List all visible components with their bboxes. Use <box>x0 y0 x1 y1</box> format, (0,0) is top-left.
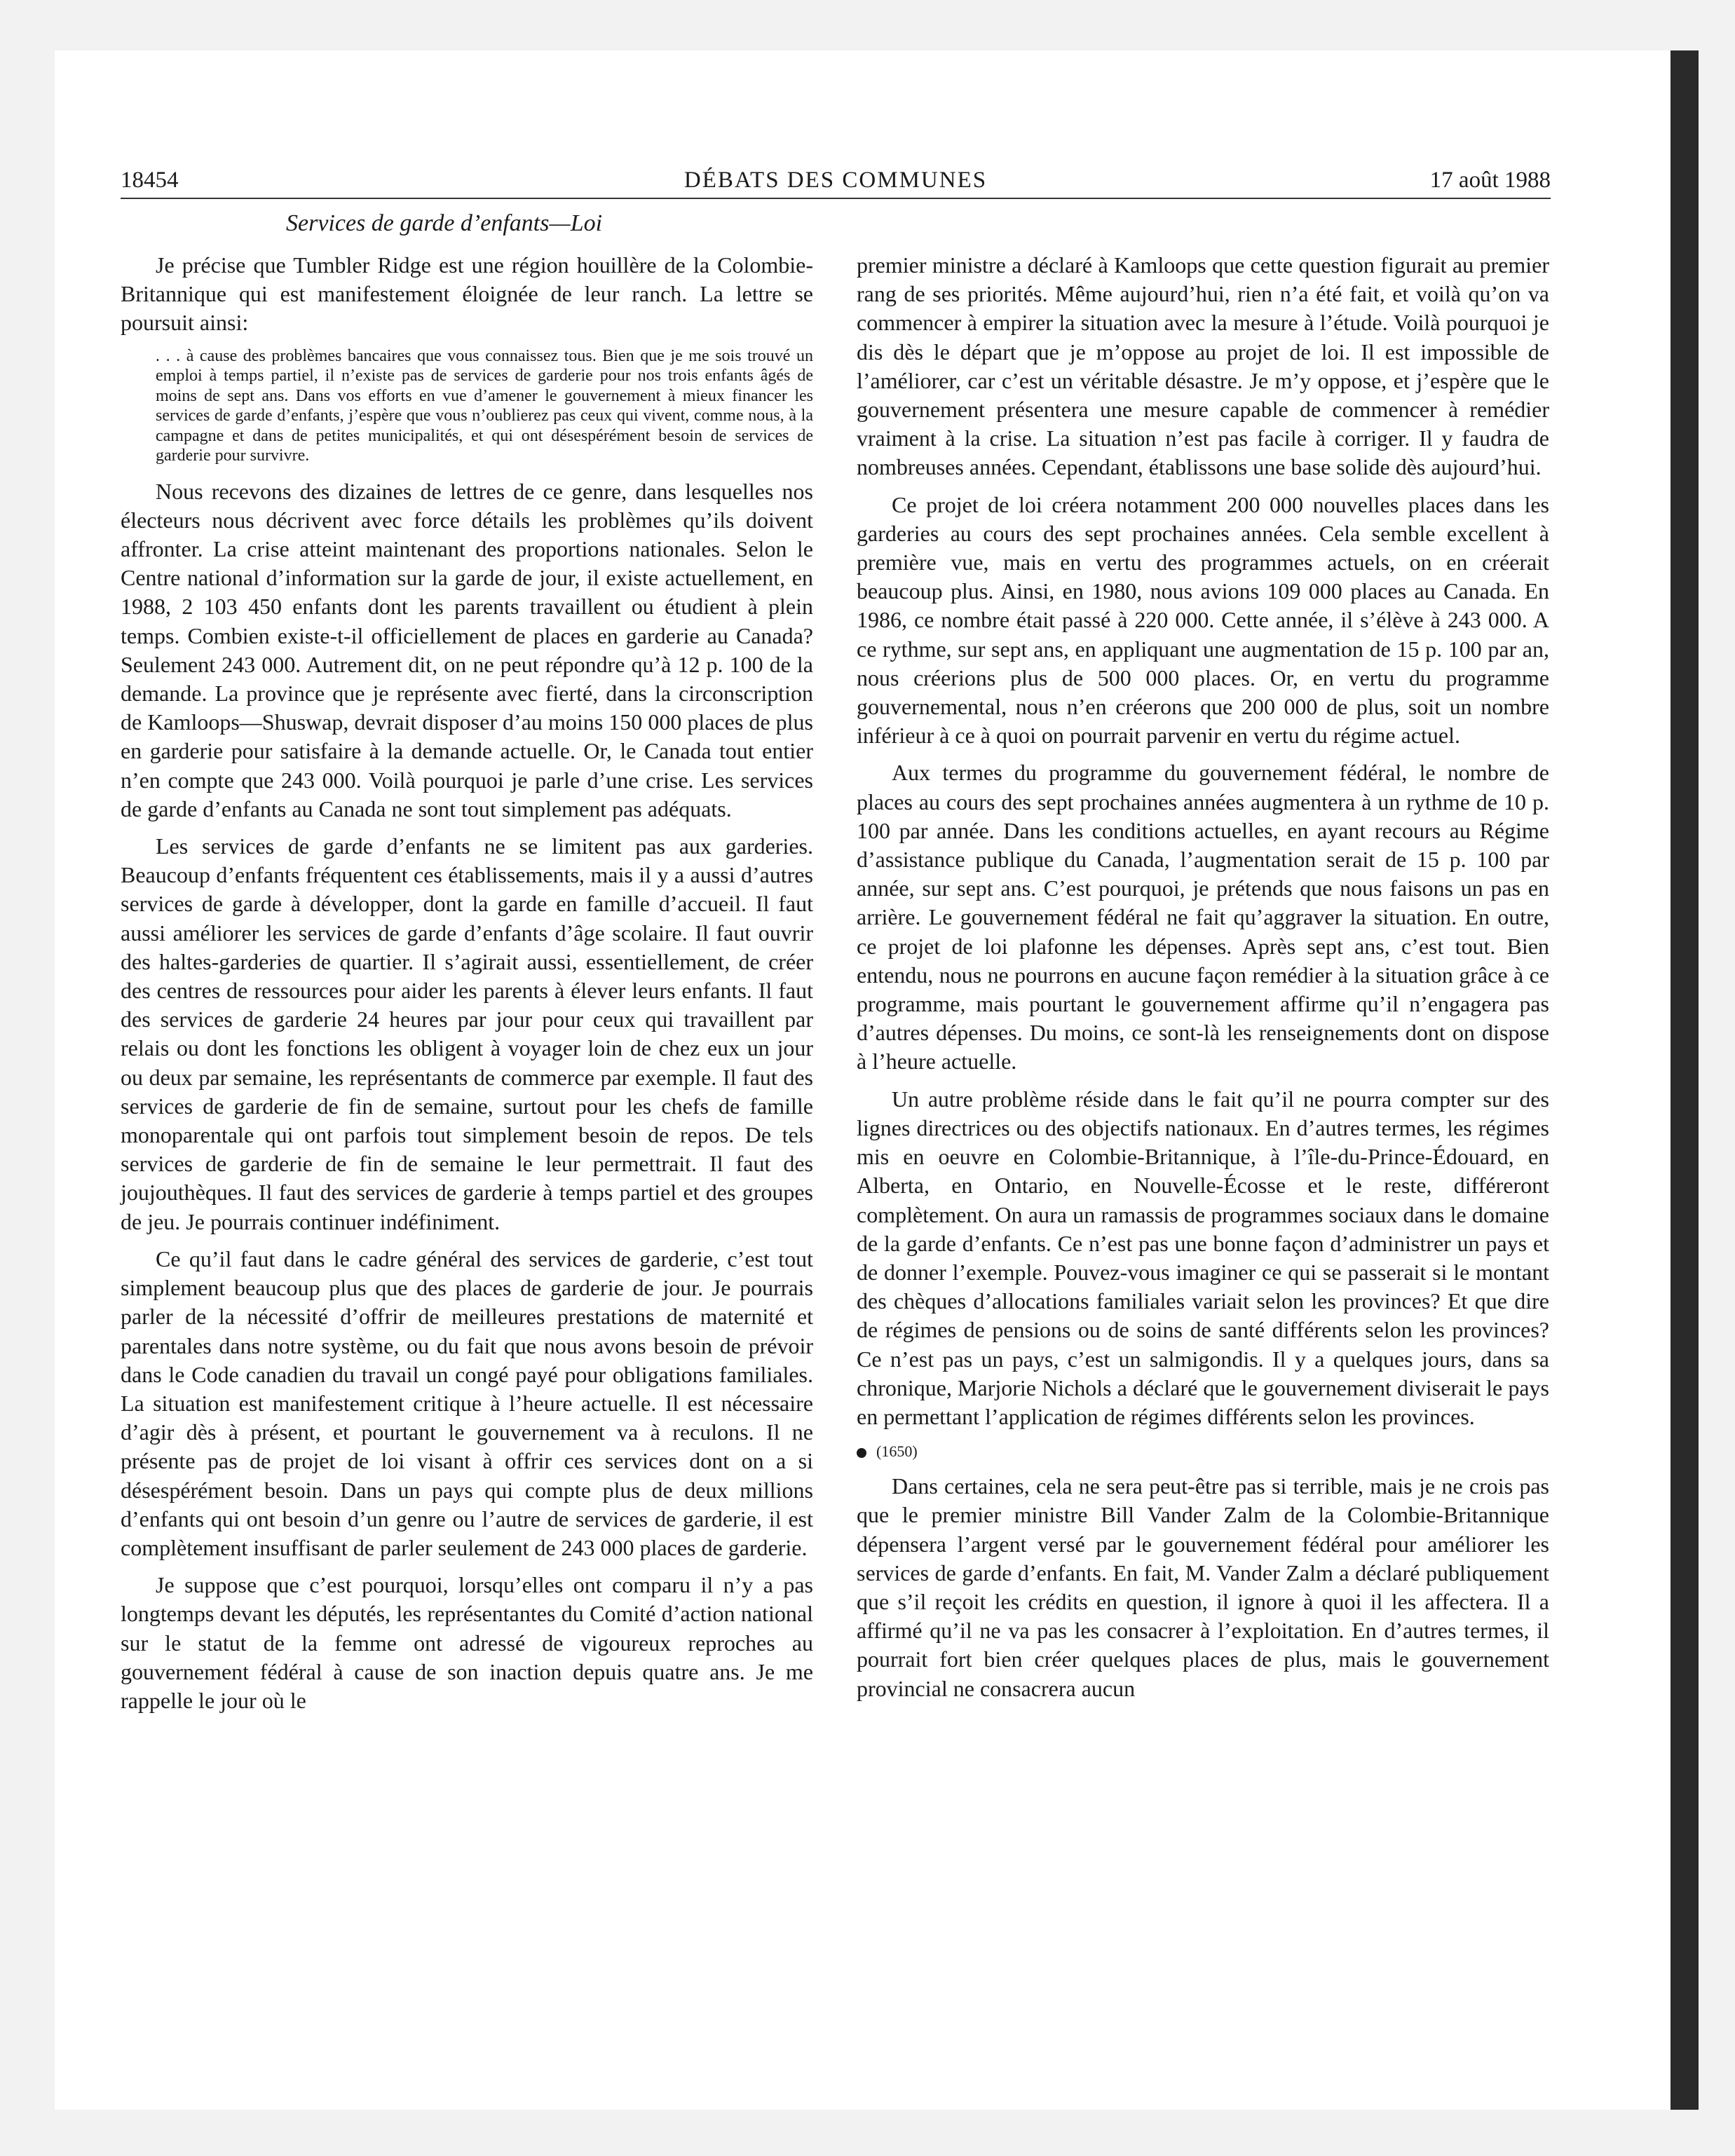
publication-date: 17 août 1988 <box>1429 168 1551 193</box>
paragraph: Je précise que Tumbler Ridge est une région houillère de la Colombie-Britannique qui est manifestement éloignée de leur ranch. La lettre se poursuit ainsi: <box>121 252 813 336</box>
paragraph: Aux termes du programme du gouvernement fédéral, le nombre de places au cours des sept prochaines années augmentera à un rythme de 10 p. 100 par année. Dans les conditions actuelles, en ayant recours au Régime d’assistance publique du Canada, l’augmentation serait de 15 p. 100 par année, sur sept ans. C’est pourquoi, je prétends que nous faisons un pas en arrière. Le gouvernement fédéral ne fait qu’aggraver la situation. En outre, ce projet de loi plafonne les dépenses. Après sept ans, c’est tout. Bien entendu, nous ne pourrons en aucune façon remédier à la situation grâce à ce programme, mais pourtant le gouvernement affirme qu’il n’engagera pas d’autres dépenses. Du moins, ce sont-là les renseignements dont on dispose à l’heure actuelle. <box>857 760 1549 1074</box>
right-column <box>857 251 1549 1712</box>
page-header <box>121 163 1551 198</box>
bullet-dot-icon <box>857 1448 866 1458</box>
paragraph: Ce projet de loi créera notamment 200 000 nouvelles places dans les garderies au cours des sept prochaines années. Cela semble excellent à première vue, mais en vertu des programmes actuels, on en créerait beaucoup plus. Ainsi, en 1980, nous avions 109 000 places au Canada. En 1986, ce nombre était passé à 220 000. Cette année, il s’élève à 243 000. A ce rythme, sur sept ans, en appliquant une augmentation de 15 p. 100 par an, nous créerions plus de 500 000 places. Or, en vertu du programme gouvernemental, nous n’en créerons que 200 000 de plus, soit un nombre inférieur à ce à quoi on pourrait parvenir en vertu du régime actuel. <box>857 491 1549 749</box>
time-marker <box>857 1440 1549 1464</box>
paragraph: Nous recevons des dizaines de lettres de ce genre, dans lesquelles nos électeurs nous décrivent avec force détails les problèmes qu’ils doivent affronter. La crise atteint maintenant des proportions nationales. Selon le Centre national d’information sur la garde de jour, il existe actuellement, en 1988, 2 103 450 enfants dont les parents travaillent ou étudient à plein temps. Combien existe-t-il officiellement de places en garderie au Canada? Seulement 243 000. Autrement dit, on ne peut répondre qu’à 12 p. 100 de la demande. La province que je représente avec fierté, dans la circonscription de Kamloops—Shuswap, devrait disposer d’au moins 150 000 places de plus en garderie pour satisfaire à la demande actuelle. Or, le Canada tout entier n’en compte que 243 000. Voilà pourquoi je parle d’une crise. Les services de garde d’enfants au Canada ne sont tout simplement pas adéquats. <box>121 478 813 821</box>
paragraph: premier ministre a déclaré à Kamloops que cette question figurait au premier rang de ses priorités. Même aujourd’hui, rien n’a été fait, et voilà qu’on va commencer à empirer la situation avec la mesure à l’étude. Voilà pourquoi je dis dès le départ que je m’oppose au projet de loi. Il est impossible de l’améliorer, car c’est un véritable désastre. Je m’y oppose, et j’espère que le gouvernement présentera une mesure capable de commencer à remédier vraiment à la crise. La situation n’est pas facile à corriger. Il y faudra de nombreuses années. Cependant, établissons une base solide dès aujourd’hui. <box>857 252 1549 480</box>
paragraph: Ce qu’il faut dans le cadre général des services de garderie, c’est tout simplement beaucoup plus que des places de garderie de jour. Je pourrais parler de la nécessité d’offrir de meilleures prestations de maternité et parentales dans notre système, ou du fait que nous avons besoin de prévoir dans le Code canadien du travail un congé payé pour obligations familiales. La situation est manifestement critique à l’heure actuelle. Il est nécessaire d’agir dès à présent, et pourtant le gouvernement va à reculons. Il ne présente pas de projet de loi visant à offrir ces services dont on a si désespérément besoin. Dans un pays qui compte plus de deux millions d’enfants qui ont besoin d’un genre ou l’autre de services de garderie, il est complètement insuffisant de parler seulement de 243 000 places de garderie. <box>121 1246 813 1560</box>
paragraph: Les services de garde d’enfants ne se limitent pas aux garderies. Beaucoup d’enfants fréquentent ces établissements, mais il y a aussi d’autres services de garde à développer, dont la garde en famille d’accueil. Il faut aussi améliorer les services de garde d’enfants d’âge scolaire. Il faut ouvrir des haltes-garderies de quartier. Il s’agirait aussi, essentiellement, de créer des centres de ressources pour aider les parents à élever leurs enfants. Il faut des services de garderie 24 heures par jour pour ceux qui travaillent par relais ou dont les fonctions les obligent à voyager loin de chez eux un jour ou deux par semaine, les représentants de commerce par exemple. Il faut des services de garderie de fin de semaine, surtout pour les chefs de famille monoparentale qui ont parfois tout simplement besoin de repos. De tels services de garderie de fin de semaine le leur permettrait. Il faut des joujouthèques. Il faut des services de garderie à temps partiel et des groupes de jeu. Je pourrais continuer indéfiniment. <box>121 833 813 1234</box>
paragraph: Je suppose que c’est pourquoi, lorsqu’elles ont comparu il n’y a pas longtemps devant les députés, les représentantes du Comité d’action national sur le statut de la femme ont adressé de vigoureux reproches au gouvernement fédéral à cause de son inaction depuis quatre ans. Je me rappelle le jour où le <box>121 1572 813 1713</box>
header-rule <box>121 198 1551 199</box>
page-number: 18454 <box>121 168 179 193</box>
paragraph: Dans certaines, cela ne sera peut-être pas si terrible, mais je ne crois pas que le premier ministre Bill Vander Zalm de la Colombie-Britannique dépensera l’argent versé par le gouvernement fédéral pour améliorer les services de garde d’enfants. En fait, M. Vander Zalm a déclaré publiquement que s’il reçoit les crédits en question, il ignore à quoi il les affectera. Il a affirmé qu’il ne va pas les consacrer à l’exploitation. En d’autres termes, il pourrait fort bien créer quelques places de plus, mais le gouvernement provincial ne consacrera aucun <box>857 1473 1549 1701</box>
publication-title: DÉBATS DES COMMUNES <box>683 168 988 193</box>
quoted-letter: . . . à cause des problèmes bancaires que vous connaissez tous. Bien que je me sois trouvé un emploi à temps partiel, il n’existe pas de services de garderie pour nos trois enfants âgés de moins de sept ans. Dans vos efforts en vue d’amener le gouvernement à mieux financer les services de garde d’enfants, j’espère que vous n’oublierez pas ceux qui vivent, comme nous, à la campagne et dans de petites municipalités, et qui ont désespérément besoin de services de garderie pour survivre. <box>156 346 813 465</box>
subject-heading: Services de garde d’enfants—Loi <box>286 210 603 236</box>
time-marker-text: (1650) <box>876 1442 918 1461</box>
scan-edge-shadow <box>1671 50 1699 2110</box>
paragraph: Un autre problème réside dans le fait qu’il ne pourra compter sur des lignes directrices ou des objectifs nationaux. En d’autres termes, les régimes mis en oeuvre en Colombie-Britannique, à l’île-du-Prince-Édouard, en Alberta, en Ontario, en Nouvelle-Écosse et le reste, différeront complètement. On aura un ramassis de programmes sociaux dans le domaine de la garde d’enfants. Ce n’est pas une bonne façon d’administrer un pays et de donner l’exemple. Pouvez-vous imaginer ce qui se passerait si le montant des chèques d’allocations familiales variait selon les provinces? Et que dire de régimes de pensions ou de soins de santé différents selon les provinces? Ce n’est pas un pays, c’est un salmigondis. Il y a quelques jours, dans sa chronique, Marjorie Nichols a déclaré que le gouvernement diviserait le pays en permettant l’application de régimes différents selon les provinces. <box>857 1086 1549 1429</box>
left-column <box>121 251 813 1724</box>
